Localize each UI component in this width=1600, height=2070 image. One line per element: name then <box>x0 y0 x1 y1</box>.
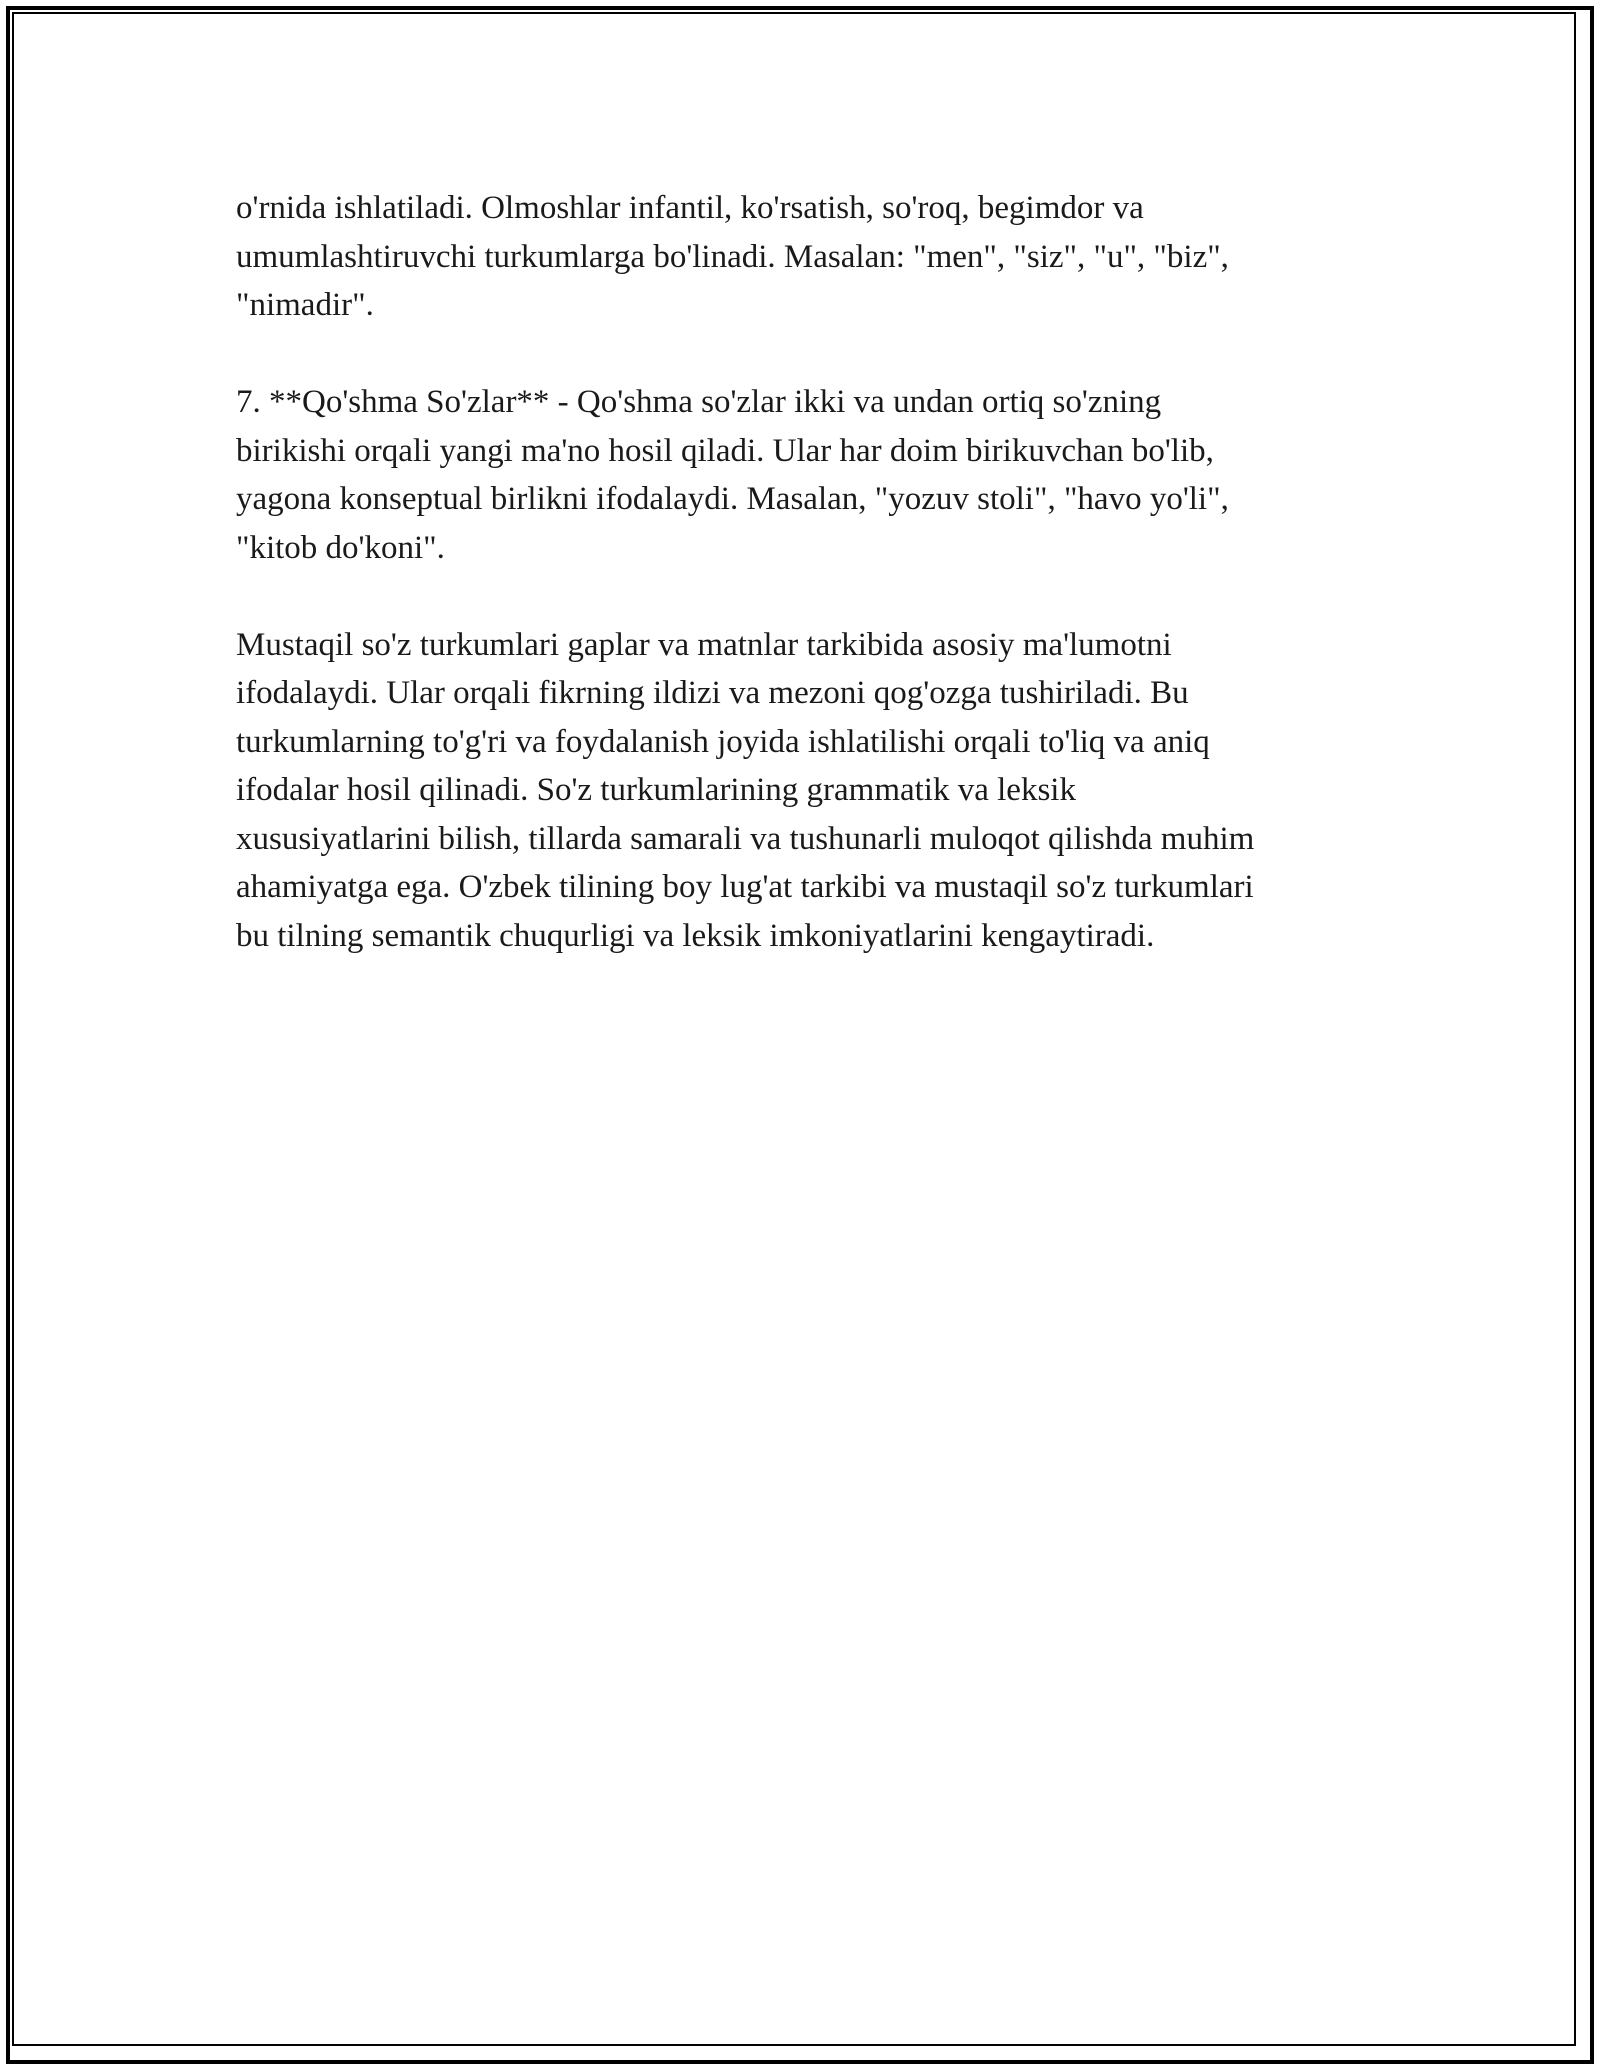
text-line: turkumlarning to'g'ri va foydalanish joyida ishlatilishi orqali to'liq va aniq <box>236 723 1210 760</box>
paragraph-compound-words <box>236 378 1396 572</box>
text-line: "kitob do'koni". <box>236 529 445 566</box>
text-line: birikishi orqali yangi ma'no hosil qiladi. Ular har doim birikuvchan bo'lib, <box>236 432 1214 469</box>
text-line: yagona konseptual birlikni ifodalaydi. Masalan, "yozuv stoli", "havo yo'li", <box>236 481 1229 517</box>
text-line: ahamiyatga ega. O'zbek tilining boy lug'at tarkibi va mustaqil so'z turkumlari <box>236 869 1254 905</box>
text-line: bu tilning semantik chuqurligi va leksik imkoniyatlarini kengaytiradi. <box>236 917 1155 954</box>
paragraph-pronouns-continuation <box>236 184 1396 330</box>
text-line: xususiyatlarini bilish, tillarda samarali va tushunarli muloqot qilishda muhim <box>236 820 1255 857</box>
paragraph-conclusion <box>236 621 1396 961</box>
text-line: "nimadir". <box>236 287 374 323</box>
text-line: ifodalar hosil qilinadi. So'z turkumlarining grammatik va leksik <box>236 772 1076 808</box>
text-line: 7. **Qo'shma So'zlar** - Qo'shma so'zlar ikki va undan ortiq so'zning <box>236 384 1162 420</box>
text-line: Mustaqil so'z turkumlari gaplar va matnlar tarkibida asosiy ma'lumotni <box>236 626 1172 663</box>
document-body <box>236 184 1396 1009</box>
text-line: ifodalaydi. Ular orqali fikrning ildizi va mezoni qog'ozga tushiriladi. Bu <box>236 675 1189 711</box>
text-line: umumlashtiruvchi turkumlarga bo'linadi. Masalan: "men", "siz", "u", "biz", <box>236 238 1229 275</box>
text-line: o'rnida ishlatiladi. Olmoshlar infantil, ko'rsatish, so'roq, begimdor va <box>236 190 1144 226</box>
